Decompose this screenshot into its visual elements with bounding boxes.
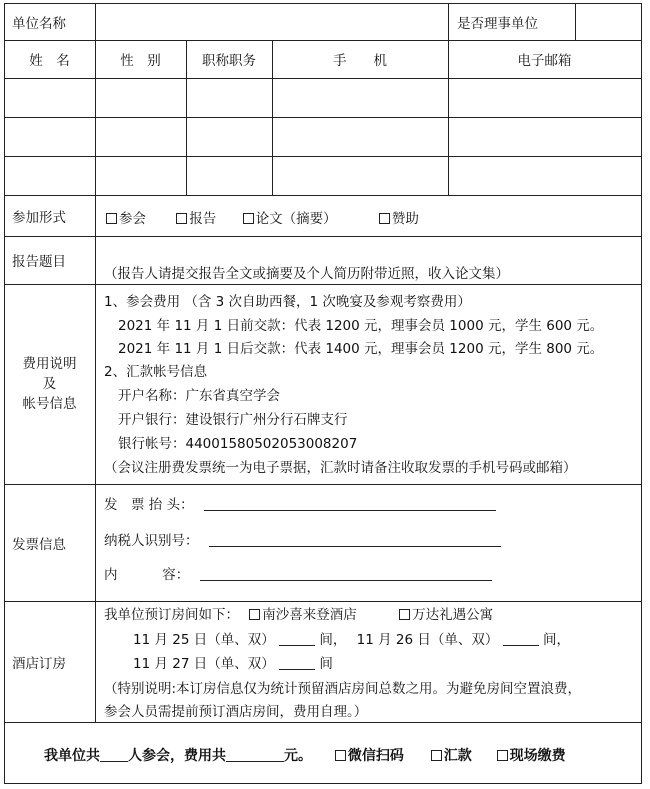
report-note: （报告人请提交报告全文或摘要及个人简历附带近照，收入论文集） [104, 266, 509, 282]
border-right [641, 3, 642, 784]
fees-label-line1: 费用说明 [22, 356, 77, 372]
fees-label [4, 284, 95, 484]
fee-line: 2021 年 11 月 1 日前交款：代表 1200 元，理事会员 1000 元，学生 600 元。 [118, 318, 604, 334]
pay-option-onsite[interactable]: 现场缴费 [497, 748, 566, 764]
border-bottom [4, 783, 642, 784]
col-header-email: 电子邮箱 [517, 53, 572, 69]
fee-line: 开户银行：建设银行广州分行石牌支行 [118, 412, 348, 428]
fee-total-input[interactable] [226, 747, 284, 762]
checkbox-icon[interactable] [335, 750, 346, 761]
row-line [4, 195, 642, 196]
director-unit-label: 是否理事单位 [457, 15, 538, 32]
invoice-field-taxid: 纳税人识别号： [104, 529, 501, 549]
invoice-label: 发票信息 [12, 536, 66, 553]
checkbox-icon[interactable] [176, 213, 187, 224]
report-title-label: 报告题目 [12, 254, 66, 270]
fee-line: 1、参会费用 （含 3 次自助西餐，1 次晚宴及参观考察费用） [104, 294, 471, 310]
col-header-phone: 手 机 [333, 53, 387, 69]
invoice-field-title: 发 票 抬 头： [104, 493, 496, 513]
fee-line: 银行帐号：44001580502053008207 [118, 436, 358, 452]
col-header-name: 姓 名 [29, 53, 70, 69]
checkbox-icon[interactable] [379, 213, 390, 224]
participation-label: 参加形式 [12, 209, 66, 226]
option-hotel-b[interactable]: 万达礼遇公寓 [399, 607, 493, 623]
unit-name-label: 单位名称 [12, 15, 66, 32]
rooms-26-input[interactable] [503, 631, 539, 646]
option-hotel-a[interactable]: 南沙喜来登酒店 [249, 607, 357, 623]
footer-summary: 我单位共 人参会，费用共 元。 微信扫码 汇款 现场缴费 [44, 748, 566, 764]
checkbox-icon[interactable] [399, 609, 410, 620]
checkbox-icon[interactable] [431, 750, 442, 761]
fee-line: 开户名称：广东省真空学会 [118, 388, 280, 404]
table-row[interactable] [5, 118, 641, 156]
fee-line: 2021 年 11 月 1 日后交款：代表 1400 元，理事会员 1200 元，学生 800 元。 [118, 341, 604, 357]
invoice-title-input[interactable] [204, 496, 496, 511]
pay-option-wechat[interactable]: 微信扫码 [335, 748, 404, 764]
checkbox-icon[interactable] [497, 750, 508, 761]
row-line [4, 484, 642, 485]
table-row[interactable] [5, 79, 641, 117]
table-row[interactable] [5, 157, 641, 195]
invoice-taxid-input[interactable] [209, 532, 501, 547]
fees-label-line3: 帐号信息 [22, 396, 77, 412]
invoice-content-input[interactable] [200, 566, 492, 581]
col-header-gender: 性 别 [120, 53, 161, 69]
hotel-note-line2: 参会人员需提前预订酒店房间，费用自理。） [104, 704, 368, 720]
row-line [4, 236, 642, 237]
fee-line: （会议注册费发票统一为电子票据，汇款时请备注收取发票的手机号码或邮箱） [104, 460, 577, 476]
invoice-field-content: 内 容： [104, 563, 492, 583]
director-unit-field[interactable] [576, 4, 641, 40]
option-sponsor[interactable]: 赞助 [379, 211, 419, 227]
row-line [4, 722, 642, 723]
attendee-count-input[interactable] [100, 747, 128, 762]
pay-option-transfer[interactable]: 汇款 [431, 748, 472, 764]
row-line [4, 284, 642, 285]
checkbox-icon[interactable] [249, 609, 260, 620]
checkbox-icon[interactable] [243, 213, 254, 224]
option-attend[interactable]: 参会 [106, 211, 146, 227]
option-report[interactable]: 报告 [176, 211, 216, 227]
fees-label-line2: 及 [42, 376, 57, 392]
participation-options [106, 207, 419, 227]
hotel-note-line1: （特别说明:本订房信息仅为统计预留酒店房间总数之用。为避免房间空置浪费， [104, 681, 582, 697]
checkbox-icon[interactable] [106, 213, 117, 224]
hotel-dates-line: 11 月 25 日（单、双） 间， 11 月 26 日（单、双） 间， [133, 632, 570, 648]
unit-name-field[interactable] [96, 4, 448, 40]
option-paper[interactable]: 论文（摘要） [243, 211, 337, 227]
hotel-date27-line: 11 月 27 日（单、双） 间 [133, 656, 333, 672]
col-header-title: 职称职务 [202, 53, 256, 69]
hotel-label: 酒店订房 [12, 655, 66, 672]
row-line [4, 601, 642, 602]
rooms-25-input[interactable] [279, 631, 315, 646]
rooms-27-input[interactable] [279, 655, 315, 670]
fee-line: 2、汇款帐号信息 [104, 364, 208, 380]
hotel-intro-line: 我单位预订房间如下： 南沙喜来登酒店 万达礼遇公寓 [104, 607, 494, 623]
